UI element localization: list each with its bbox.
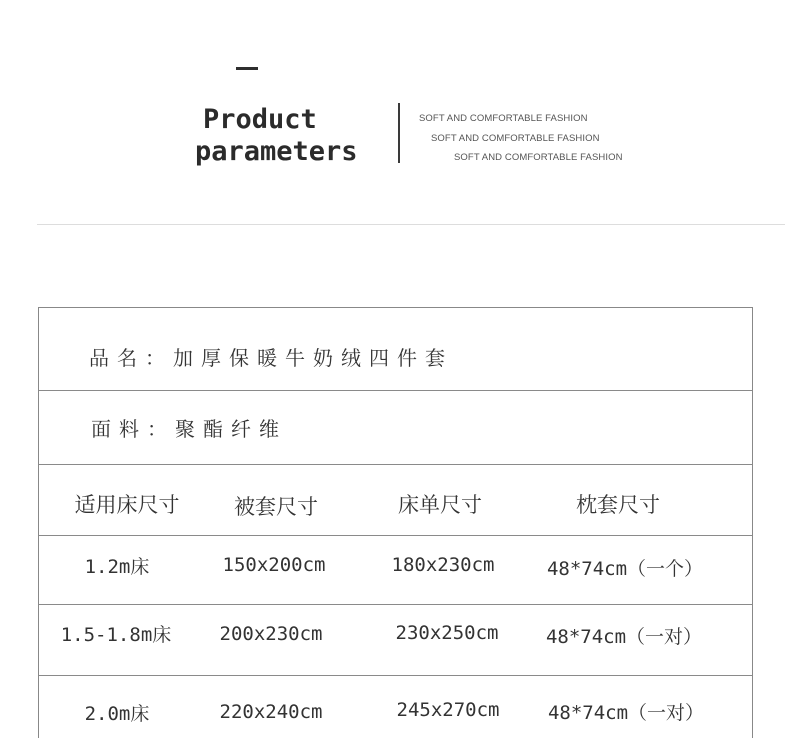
- column-header-duvet-size: 被套尺寸: [234, 495, 318, 519]
- table-cell: 2.0m床: [84, 703, 150, 725]
- tagline-2: SOFT AND COMFORTABLE FASHION: [431, 133, 600, 144]
- product-name-text: 品名：加厚保暖牛奶绒四件套: [89, 346, 453, 370]
- parameter-table: [38, 307, 753, 738]
- table-cell: 150x200cm: [222, 554, 326, 576]
- table-cell: 1.2m床: [84, 556, 150, 578]
- tagline-1: SOFT AND COMFORTABLE FASHION: [419, 113, 588, 124]
- row-divider: [39, 675, 752, 676]
- title-line-2: parameters: [195, 136, 358, 167]
- row-divider: [39, 535, 752, 536]
- material-text: 面料：聚酯纤维: [91, 417, 287, 441]
- column-header-sheet-size: 床单尺寸: [398, 493, 482, 517]
- table-cell: 1.5-1.8m床: [60, 624, 172, 646]
- column-header-pillowcase-size: 枕套尺寸: [576, 493, 660, 517]
- table-cell: 48*74cm（一对）: [547, 702, 705, 724]
- row-divider: [39, 604, 752, 605]
- column-header-bed-size: 适用床尺寸: [74, 493, 180, 517]
- table-cell: 48*74cm（一对）: [545, 626, 703, 648]
- title-line-1: Product: [203, 104, 317, 135]
- title-divider: [398, 103, 400, 163]
- table-cell: 48*74cm（一个）: [546, 558, 704, 580]
- row-divider: [39, 464, 752, 465]
- title-dash: [236, 67, 258, 70]
- table-cell: 230x250cm: [395, 622, 499, 644]
- table-cell: 245x270cm: [396, 699, 500, 721]
- header-divider: [37, 224, 785, 225]
- tagline-3: SOFT AND COMFORTABLE FASHION: [454, 152, 623, 163]
- table-cell: 200x230cm: [219, 623, 323, 645]
- page-title: [195, 104, 370, 168]
- row-divider: [39, 390, 752, 391]
- table-cell: 220x240cm: [219, 701, 323, 723]
- table-cell: 180x230cm: [391, 554, 495, 576]
